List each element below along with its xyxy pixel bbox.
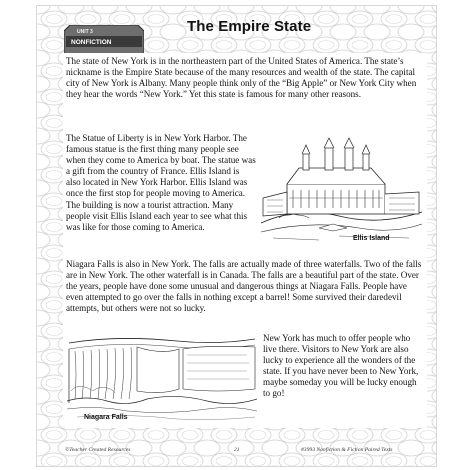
niagara-falls-caption: Niagara Falls — [84, 414, 128, 421]
intro-paragraph: The state of New York is in the northeastern part of the United States of America. The state’s nickname is the Empire State because of the many resources and wealth of the state. The capital city of New York is Albany. Many people think only of the “Big Apple” or New York City when they hear the words “New York.” Yet this state is famous for many other reasons. — [66, 56, 417, 100]
niagara-paragraph: Niagara Falls is also in New York. The falls are actually made of three waterfalls. Two of the falls are in New York. The other waterfall is in Canada. The falls are a beautiful part of the state. Over the years, people have done some unusual and dangerous things at Niagara Falls. People have even attempted to go over the falls in nothing except a barrel! Some survived their daredevil attempts, but others were not so lucky. — [66, 259, 422, 314]
unit-label: UNIT 3 — [77, 29, 93, 35]
page-title: The Empire State — [187, 18, 312, 35]
liberty-paragraph: The Statue of Liberty is in New York Harbor. The famous statue is the first thing many people see when they come to America by boat. The statue was a gift from the country of France. Ellis Island is also located in New York Harbor. Ellis Island was once the first stop for people moving to America. The building is now a tourist attraction. Many people visit Ellis Island each year to see what this was like for those coming to America. — [66, 133, 256, 232]
footer-page-number: 21 — [234, 447, 240, 453]
section-label: NONFICTION — [71, 39, 112, 46]
closing-paragraph: New York has much to offer people who live there. Visitors to New York are also lucky to experience all the wonders of the state. If you have never been to New York, maybe someday you will be lucky enough to go! — [263, 333, 419, 399]
ellis-island-illustration — [259, 128, 424, 246]
ellis-island-caption: Ellis Island — [353, 235, 390, 242]
niagara-falls-illustration — [67, 333, 257, 423]
footer-book-info: #3993 Nonfiction & Fiction Paired Texts — [301, 447, 393, 453]
worksheet-page — [36, 5, 437, 467]
footer-copyright: ©Teacher Created Resources — [65, 447, 131, 453]
